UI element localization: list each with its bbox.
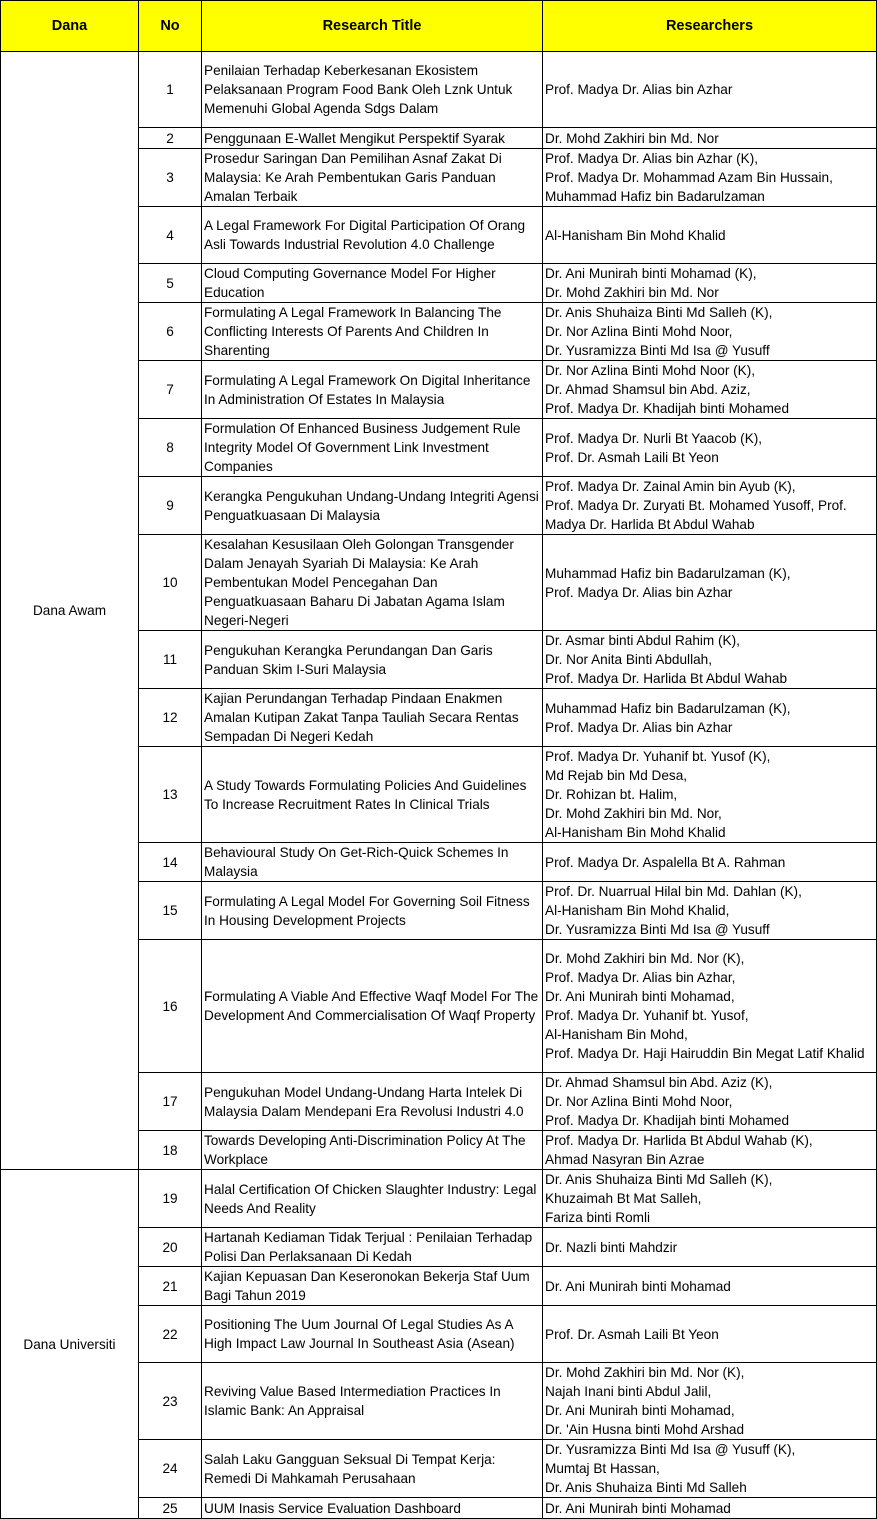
header-researchers: Researchers <box>543 1 877 52</box>
row-number-cell: 20 <box>139 1228 202 1267</box>
researcher-name: Al-Hanisham Bin Mohd Khalid <box>545 825 726 840</box>
researchers-cell <box>543 843 877 882</box>
row-number-cell: 1 <box>139 52 202 128</box>
researcher-name: Prof. Madya Dr. Zainal Amin bin Ayub (K), <box>545 479 796 494</box>
table-header <box>1 1 877 52</box>
researcher-name: Dr. Mohd Zakhiri bin Md. Nor <box>545 285 719 300</box>
researcher-name: Dr. Yusramizza Binti Md Isa @ Yusuff <box>545 922 770 937</box>
researchers-cell <box>543 882 877 940</box>
research-title-cell: Salah Laku Gangguan Seksual Di Tempat Kerja: Remedi Di Mahkamah Perusahaan <box>202 1440 543 1498</box>
researcher-name: Dr. Mohd Zakhiri bin Md. Nor (K), <box>545 1365 745 1380</box>
researcher-name: Muhammad Hafiz bin Badarulzaman <box>545 189 765 204</box>
row-number-cell: 8 <box>139 419 202 477</box>
researcher-name: Prof. Madya Dr. Alias bin Azhar <box>545 584 733 600</box>
row-number-cell: 21 <box>139 1267 202 1306</box>
research-title-cell: Cloud Computing Governance Model For Higher Education <box>202 264 543 303</box>
researcher-name: Dr. Ahmad Shamsul bin Abd. Aziz, <box>545 382 751 397</box>
researcher-name: Dr. Nazli binti Mahdzir <box>545 1239 678 1255</box>
researcher-name: Dr. Ani Munirah binti Mohamad, <box>545 989 735 1004</box>
researcher-name: Dr. Nor Azlina Binti Mohd Noor, <box>545 1094 733 1109</box>
row-number-cell: 10 <box>139 535 202 631</box>
researcher-name: Prof. Dr. Nuarrual Hilal bin Md. Dahlan (K), <box>545 884 802 899</box>
researcher-name: Dr. Mohd Zakhiri bin Md. Nor, <box>545 806 722 821</box>
row-number-cell: 14 <box>139 843 202 882</box>
row-number-cell: 4 <box>139 207 202 264</box>
row-number-cell: 12 <box>139 689 202 747</box>
researcher-name: Md Rejab bin Md Desa, <box>545 768 688 783</box>
researchers-cell <box>543 149 877 207</box>
research-title-cell: Kesalahan Kesusilaan Oleh Golongan Transgender Dalam Jenayah Syariah Di Malaysia: Ke Arah Pembentukan Model Pencegahan Dan Penguatkuasaan Baharu Di Jabatan Agama Islam Negeri-Negeri <box>202 535 543 631</box>
researcher-name: Prof. Dr. Asmah Laili Bt Yeon <box>545 1326 719 1342</box>
researcher-name: Prof. Madya Dr. Aspalella Bt A. Rahman <box>545 854 786 870</box>
researcher-name: Dr. Nor Anita Binti Abdullah, <box>545 652 712 667</box>
row-number-cell: 2 <box>139 128 202 149</box>
row-number-cell: 9 <box>139 477 202 535</box>
researcher-name: Dr. Nor Azlina Binti Mohd Noor (K), <box>545 363 756 378</box>
header-no: No <box>139 1 202 52</box>
researcher-name: Dr. Yusramizza Binti Md Isa @ Yusuff <box>545 343 770 358</box>
researcher-name: Dr. Ani Munirah binti Mohamad (K), <box>545 266 757 281</box>
researcher-name: Khuzaimah Bt Mat Salleh, <box>545 1191 702 1206</box>
research-title-cell: Pengukuhan Model Undang-Undang Harta Intelek Di Malaysia Dalam Mendepani Era Revolusi Industri 4.0 <box>202 1073 543 1131</box>
header-research-title: Research Title <box>202 1 543 52</box>
researchers-cell <box>543 940 877 1073</box>
row-number-cell: 15 <box>139 882 202 940</box>
researcher-name: Dr. Ahmad Shamsul bin Abd. Aziz (K), <box>545 1075 773 1090</box>
row-number-cell: 5 <box>139 264 202 303</box>
dana-group-cell: Dana Universiti <box>1 1170 139 1519</box>
researcher-name: Dr. Ani Munirah binti Mohamad, <box>545 1403 735 1418</box>
researcher-name: Dr. Mohd Zakhiri bin Md. Nor (K), <box>545 951 745 966</box>
researcher-name: Al-Hanisham Bin Mohd Khalid, <box>545 903 730 918</box>
row-number-cell: 24 <box>139 1440 202 1498</box>
researcher-name: Prof. Madya Dr. Zuryati Bt. Mohamed Yusoff, Prof. Madya Dr. Harlida Bt Abdul Wahab <box>545 498 847 532</box>
researchers-cell <box>543 1170 877 1228</box>
researcher-name: Najah Inani binti Abdul Jalil, <box>545 1384 712 1399</box>
table-body <box>1 52 877 1519</box>
row-number-cell: 23 <box>139 1363 202 1440</box>
row-number-cell: 3 <box>139 149 202 207</box>
researchers-cell <box>543 1363 877 1440</box>
researchers-cell <box>543 1306 877 1363</box>
researcher-name: Dr. Anis Shuhaiza Binti Md Salleh <box>545 1480 747 1495</box>
researcher-name: Dr. Nor Azlina Binti Mohd Noor, <box>545 324 733 339</box>
researcher-name: Prof. Madya Dr. Alias bin Azhar (K), <box>545 151 759 166</box>
research-title-cell: A Legal Framework For Digital Participation Of Orang Asli Towards Industrial Revolution 4.0 Challenge <box>202 207 543 264</box>
research-title-cell: Hartanah Kediaman Tidak Terjual : Penilaian Terhadap Polisi Dan Perlaksanaan Di Kedah <box>202 1228 543 1267</box>
researchers-cell <box>543 477 877 535</box>
researcher-name: Prof. Madya Dr. Haji Hairuddin Bin Megat Latif Khalid <box>545 1046 865 1061</box>
research-title-cell: Behavioural Study On Get-Rich-Quick Schemes In Malaysia <box>202 843 543 882</box>
researcher-name: Prof. Madya Dr. Yuhanif bt. Yusof (K), <box>545 749 771 764</box>
research-title-cell: Reviving Value Based Intermediation Practices In Islamic Bank: An Appraisal <box>202 1363 543 1440</box>
research-title-cell: Towards Developing Anti-Discrimination Policy At The Workplace <box>202 1131 543 1170</box>
research-title-cell: Kajian Perundangan Terhadap Pindaan Enakmen Amalan Kutipan Zakat Tanpa Tauliah Secara Rentas Sempadan Di Negeri Kedah <box>202 689 543 747</box>
researcher-name: Dr. Ani Munirah binti Mohamad <box>545 1278 731 1294</box>
researcher-name: Prof. Dr. Asmah Laili Bt Yeon <box>545 449 719 465</box>
header-dana: Dana <box>1 1 139 52</box>
research-title-cell: Penilaian Terhadap Keberkesanan Ekosistem Pelaksanaan Program Food Bank Oleh Lznk Untuk Memenuhi Global Agenda Sdgs Dalam <box>202 52 543 128</box>
researcher-name: Dr. 'Ain Husna binti Mohd Arshad <box>545 1422 745 1437</box>
researcher-name: Mumtaj Bt Hassan, <box>545 1461 660 1476</box>
header-row <box>1 1 877 52</box>
researcher-name: Dr. Asmar binti Abdul Rahim (K), <box>545 633 740 648</box>
research-title-cell: Positioning The Uum Journal Of Legal Studies As A High Impact Law Journal In Southeast Asia (Asean) <box>202 1306 543 1363</box>
research-title-cell: Formulating A Legal Model For Governing Soil Fitness In Housing Development Projects <box>202 882 543 940</box>
research-title-cell: A Study Towards Formulating Policies And Guidelines To Increase Recruitment Rates In Clinical Trials <box>202 747 543 843</box>
research-title-cell: Penggunaan E-Wallet Mengikut Perspektif Syarak <box>202 128 543 149</box>
research-title-cell: Formulating A Legal Framework On Digital Inheritance In Administration Of Estates In Malaysia <box>202 361 543 419</box>
row-number-cell: 11 <box>139 631 202 689</box>
researcher-name: Prof. Madya Dr. Nurli Bt Yaacob (K), <box>545 430 763 446</box>
row-number-cell: 16 <box>139 940 202 1073</box>
researcher-name: Prof. Madya Dr. Alias bin Azhar <box>545 719 733 735</box>
research-title-cell: Pengukuhan Kerangka Perundangan Dan Garis Panduan Skim I-Suri Malaysia <box>202 631 543 689</box>
researcher-name: Prof. Madya Dr. Mohammad Azam Bin Hussain, <box>545 170 833 185</box>
researcher-name: Prof. Madya Dr. Khadijah binti Mohamed <box>545 1113 790 1128</box>
row-number-cell: 6 <box>139 303 202 361</box>
research-title-cell: Kerangka Pengukuhan Undang-Undang Integriti Agensi Penguatkuasaan Di Malaysia <box>202 477 543 535</box>
researcher-name: Dr. Anis Shuhaiza Binti Md Salleh (K), <box>545 1172 773 1187</box>
researcher-name: Ahmad Nasyran Bin Azrae <box>545 1152 705 1167</box>
research-title-cell: Kajian Kepuasan Dan Keseronokan Bekerja Staf Uum Bagi Tahun 2019 <box>202 1267 543 1306</box>
researcher-name: Muhammad Hafiz bin Badarulzaman (K), <box>545 700 791 716</box>
researchers-cell <box>543 747 877 843</box>
table-row <box>1 52 877 128</box>
researchers-cell <box>543 631 877 689</box>
row-number-cell: 13 <box>139 747 202 843</box>
researcher-name: Prof. Madya Dr. Yuhanif bt. Yusof, <box>545 1008 749 1023</box>
researcher-name: Dr. Rohizan bt. Halim, <box>545 787 678 802</box>
researchers-cell <box>543 1228 877 1267</box>
table-row <box>1 1170 877 1228</box>
researchers-cell <box>543 1131 877 1170</box>
researcher-name: Dr. Yusramizza Binti Md Isa @ Yusuff (K), <box>545 1442 796 1457</box>
researcher-name: Prof. Madya Dr. Khadijah binti Mohamed <box>545 401 790 416</box>
researcher-name: Prof. Madya Dr. Alias bin Azhar <box>545 82 733 97</box>
row-number-cell: 17 <box>139 1073 202 1131</box>
researcher-name: Dr. Mohd Zakhiri bin Md. Nor <box>545 130 719 146</box>
researcher-name: Prof. Madya Dr. Harlida Bt Abdul Wahab (K), <box>545 1133 813 1148</box>
researchers-cell <box>543 419 877 477</box>
row-number-cell: 19 <box>139 1170 202 1228</box>
research-title-cell: Prosedur Saringan Dan Pemilihan Asnaf Zakat Di Malaysia: Ke Arah Pembentukan Garis Panduan Amalan Terbaik <box>202 149 543 207</box>
research-title-cell: Formulating A Legal Framework In Balancing The Conflicting Interests Of Parents And Children In Sharenting <box>202 303 543 361</box>
dana-group-cell: Dana Awam <box>1 52 139 1170</box>
researcher-name: Dr. Ani Munirah binti Mohamad <box>545 1500 731 1516</box>
researcher-name: Al-Hanisham Bin Mohd Khalid <box>545 227 726 243</box>
row-number-cell: 7 <box>139 361 202 419</box>
researchers-cell <box>543 535 877 631</box>
researcher-name: Prof. Madya Dr. Harlida Bt Abdul Wahab <box>545 671 788 686</box>
researchers-cell <box>543 1498 877 1519</box>
researchers-cell <box>543 361 877 419</box>
researchers-cell <box>543 264 877 303</box>
researchers-cell <box>543 1267 877 1306</box>
research-title-cell: Formulating A Viable And Effective Waqf Model For The Development And Commercialisation Of Waqf Property <box>202 940 543 1073</box>
researcher-name: Dr. Anis Shuhaiza Binti Md Salleh (K), <box>545 305 773 320</box>
researchers-cell <box>543 52 877 128</box>
researchers-cell <box>543 128 877 149</box>
researchers-cell <box>543 207 877 264</box>
research-title-cell: UUM Inasis Service Evaluation Dashboard <box>202 1498 543 1519</box>
researchers-cell <box>543 1440 877 1498</box>
researcher-name: Prof. Madya Dr. Alias bin Azhar, <box>545 970 736 985</box>
row-number-cell: 25 <box>139 1498 202 1519</box>
researchers-cell <box>543 1073 877 1131</box>
research-title-cell: Formulation Of Enhanced Business Judgement Rule Integrity Model Of Government Link Investment Companies <box>202 419 543 477</box>
researchers-cell <box>543 303 877 361</box>
researcher-name: Muhammad Hafiz bin Badarulzaman (K), <box>545 565 791 581</box>
research-title-cell: Halal Certification Of Chicken Slaughter Industry: Legal Needs And Reality <box>202 1170 543 1228</box>
researcher-name: Fariza binti Romli <box>545 1210 650 1225</box>
researcher-name: Al-Hanisham Bin Mohd, <box>545 1027 688 1042</box>
row-number-cell: 22 <box>139 1306 202 1363</box>
researchers-cell <box>543 689 877 747</box>
row-number-cell: 18 <box>139 1131 202 1170</box>
